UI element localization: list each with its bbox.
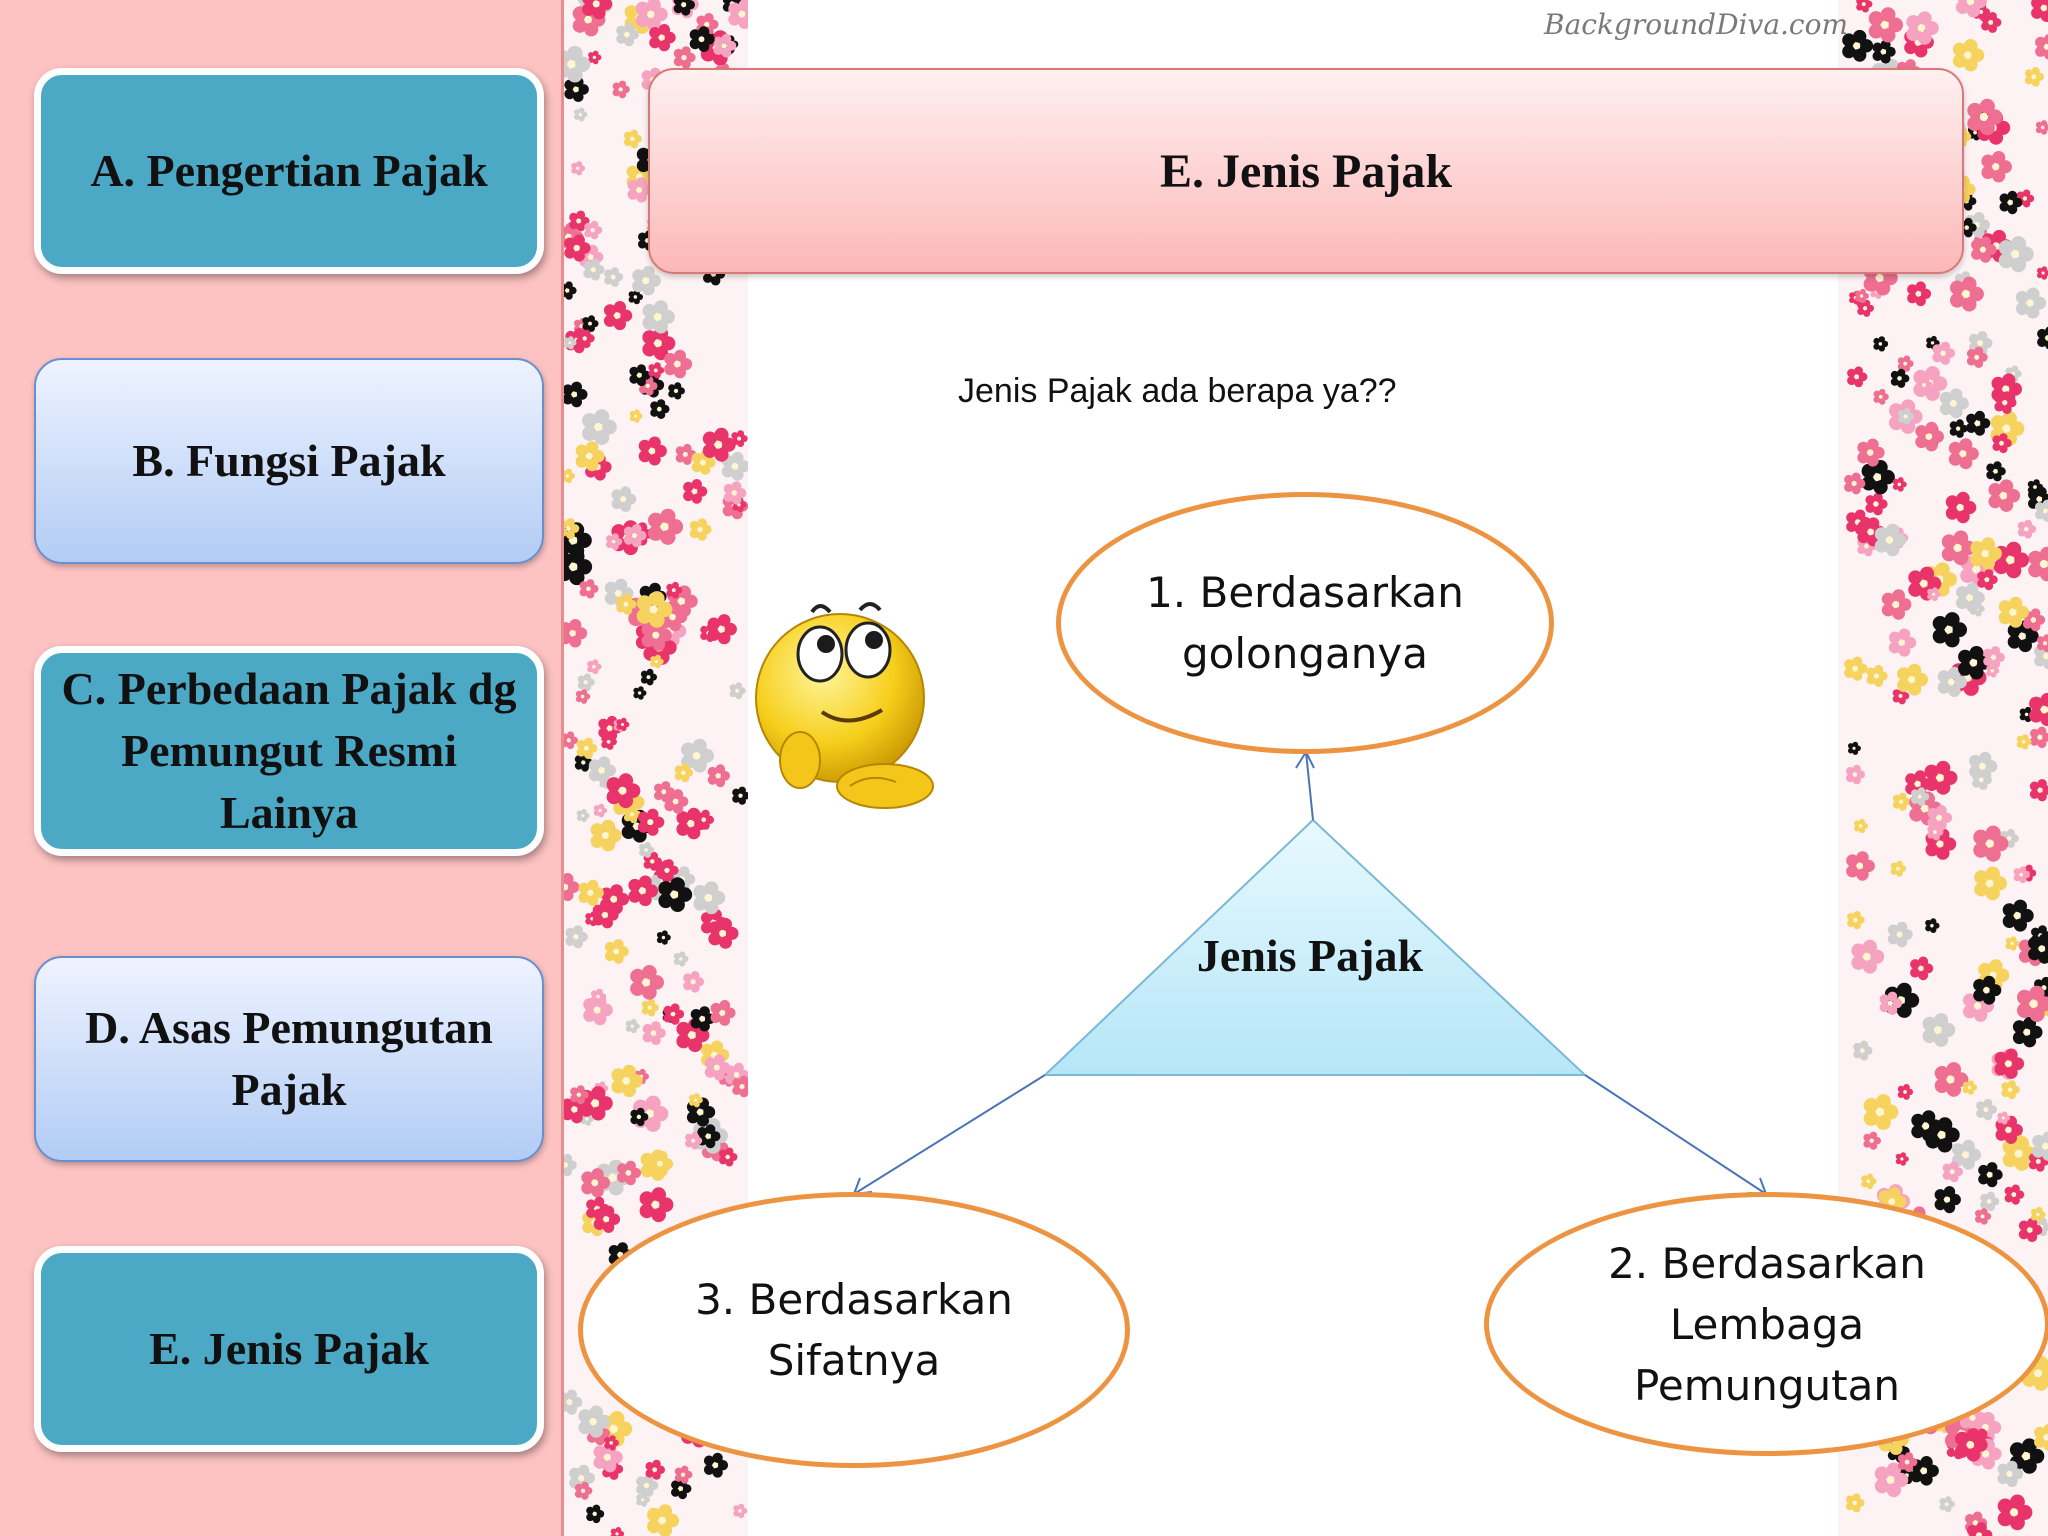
question-text: Jenis Pajak ada berapa ya?? <box>958 372 1397 410</box>
node-label: 2. Berdasarkan Lembaga Pemungutan <box>1608 1238 1926 1410</box>
center-label: Jenis Pajak <box>1196 930 1424 981</box>
thinking-face-icon <box>756 604 933 808</box>
node-berdasarkan-sifat <box>578 1192 1130 1468</box>
nav-button-label: C. Perbedaan Pajak dg Pemungut Resmi Lainya <box>61 663 517 838</box>
node-berdasarkan-lembaga <box>1484 1192 2048 1456</box>
nav-button-label: A. Pengertian Pajak <box>90 145 488 196</box>
arrow-to-node-3 <box>854 1075 1045 1194</box>
node-berdasarkan-golongan <box>1056 492 1554 754</box>
slide-title: E. Jenis Pajak <box>1159 144 1453 198</box>
node-label: 3. Berdasarkan Sifatnya <box>695 1275 1013 1385</box>
nav-button-label: E. Jenis Pajak <box>149 1323 429 1374</box>
nav-button-label: B. Fungsi Pajak <box>132 435 446 486</box>
watermark: BackgroundDiva.com <box>1544 8 1848 41</box>
node-label: 1. Berdasarkan golonganya <box>1146 568 1464 678</box>
arrow-head-1 <box>1296 752 1314 768</box>
nav-button-label: D. Asas Pemungutan Pajak <box>85 1002 493 1115</box>
arrow-to-node-2 <box>1585 1075 1766 1194</box>
